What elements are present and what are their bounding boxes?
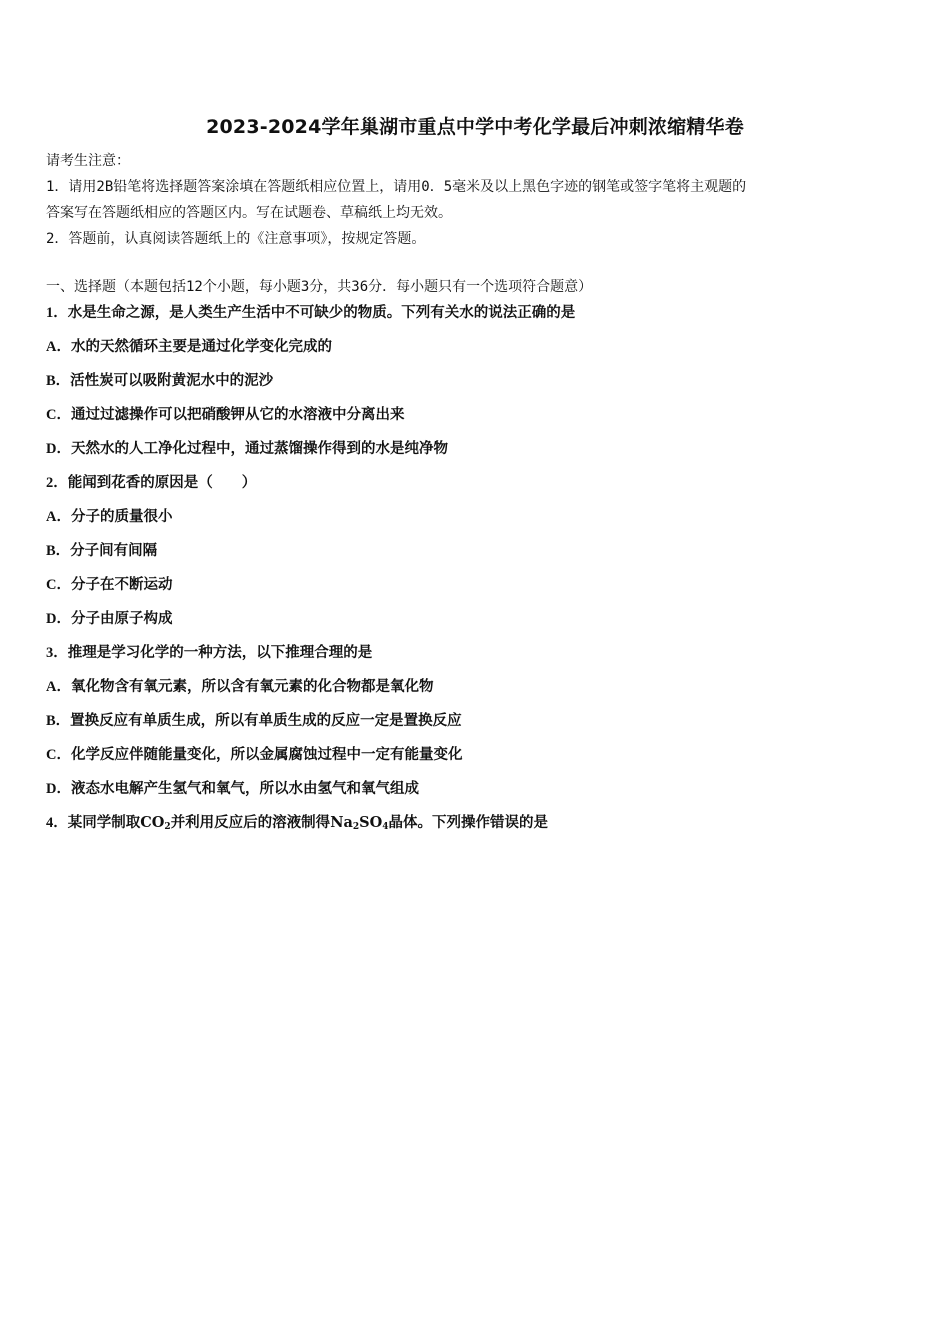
option-text: 分子间有间隔 bbox=[70, 542, 158, 559]
option-letter: C． bbox=[46, 407, 71, 423]
question-4 bbox=[46, 811, 548, 832]
formula-so-subscript: 4 bbox=[382, 822, 389, 832]
option-text: 活性炭可以吸附黄泥水中的泥沙 bbox=[70, 372, 274, 389]
question-1-option-d bbox=[46, 437, 448, 458]
option-text: 通过过滤操作可以把硝酸钾从它的水溶液中分离出来 bbox=[70, 406, 405, 423]
formula-co2-main: CO bbox=[140, 814, 165, 831]
option-letter: A． bbox=[46, 509, 71, 525]
question-stem-part-3: 晶体。下列操作错误的是 bbox=[388, 814, 548, 831]
option-letter: C． bbox=[46, 747, 71, 763]
option-text: 水的天然循环主要是通过化学变化完成的 bbox=[70, 338, 332, 355]
formula-so: SO bbox=[359, 814, 383, 831]
notice-item-2: 2．答题前，认真阅读答题纸上的《注意事项》，按规定答题。 bbox=[46, 231, 426, 247]
question-number: 1． bbox=[46, 305, 68, 321]
formula-na2so4 bbox=[330, 814, 388, 831]
option-text: 天然水的人工净化过程中，通过蒸馏操作得到的水是纯净物 bbox=[70, 440, 448, 457]
formula-co2-subscript: 2 bbox=[164, 822, 171, 832]
option-text: 分子在不断运动 bbox=[70, 576, 173, 593]
notice-item-1-line-2: 答案写在答题纸相应的答题区内。写在试题卷、草稿纸上均无效。 bbox=[46, 205, 452, 221]
option-text: 氧化物含有氧元素，所以含有氧元素的化合物都是氧化物 bbox=[70, 678, 434, 695]
option-text: 分子由原子构成 bbox=[70, 610, 173, 627]
option-text: 化学反应伴随能量变化，所以金属腐蚀过程中一定有能量变化 bbox=[70, 746, 463, 763]
question-number: 2． bbox=[46, 475, 68, 491]
question-1-option-a bbox=[46, 335, 332, 356]
formula-co2 bbox=[140, 814, 170, 831]
section-heading: 一、选择题（本题包括12个小题，每小题3分，共36分．每小题只有一个选项符合题意） bbox=[46, 279, 593, 295]
question-stem: 水是生命之源，是人类生产生活中不可缺少的物质。下列有关水的说法正确的是 bbox=[67, 304, 576, 321]
option-letter: B． bbox=[46, 713, 71, 729]
page-title: 2023-2024学年巢湖市重点中学中考化学最后冲刺浓缩精华卷 bbox=[206, 116, 744, 138]
question-stem-part-2: 并利用反应后的溶液制得 bbox=[170, 814, 331, 831]
question-3 bbox=[46, 641, 372, 662]
question-stem: 推理是学习化学的一种方法，以下推理合理的是 bbox=[67, 644, 373, 661]
option-text: 分子的质量很小 bbox=[70, 508, 173, 525]
question-number: 3． bbox=[46, 645, 68, 661]
option-letter: A． bbox=[46, 679, 71, 695]
question-number: 4． bbox=[46, 815, 68, 831]
option-letter: A． bbox=[46, 339, 71, 355]
option-text: 置换反应有单质生成，所以有单质生成的反应一定是置换反应 bbox=[70, 712, 462, 729]
question-3-option-a bbox=[46, 675, 433, 696]
question-1-option-c bbox=[46, 403, 404, 424]
question-2-option-c bbox=[46, 573, 172, 594]
option-letter: D． bbox=[46, 781, 71, 797]
option-letter: D． bbox=[46, 441, 71, 457]
option-text: 液态水电解产生氢气和氧气，所以水由氢气和氧气组成 bbox=[70, 780, 419, 797]
option-letter: C． bbox=[46, 577, 71, 593]
question-2 bbox=[46, 471, 256, 492]
formula-na: Na bbox=[330, 814, 353, 831]
question-3-option-d bbox=[46, 777, 419, 798]
question-2-option-b bbox=[46, 539, 157, 560]
question-2-option-d bbox=[46, 607, 172, 628]
notice-heading: 请考生注意： bbox=[46, 153, 130, 169]
question-1 bbox=[46, 301, 575, 322]
question-2-option-a bbox=[46, 505, 172, 526]
option-letter: B． bbox=[46, 373, 71, 389]
question-3-option-b bbox=[46, 709, 462, 730]
question-stem-part-1: 某同学制取 bbox=[67, 814, 141, 831]
notice-item-1-line-1: 1．请用2B铅笔将选择题答案涂填在答题纸相应位置上，请用0．5毫米及以上黑色字迹的钢笔或签字笔将主观题的 bbox=[46, 179, 747, 195]
option-letter: B． bbox=[46, 543, 71, 559]
question-3-option-c bbox=[46, 743, 462, 764]
question-stem: 能闻到花香的原因是（ ） bbox=[67, 474, 257, 491]
formula-na-subscript: 2 bbox=[352, 822, 360, 832]
option-letter: D． bbox=[46, 611, 71, 627]
question-1-option-b bbox=[46, 369, 273, 390]
